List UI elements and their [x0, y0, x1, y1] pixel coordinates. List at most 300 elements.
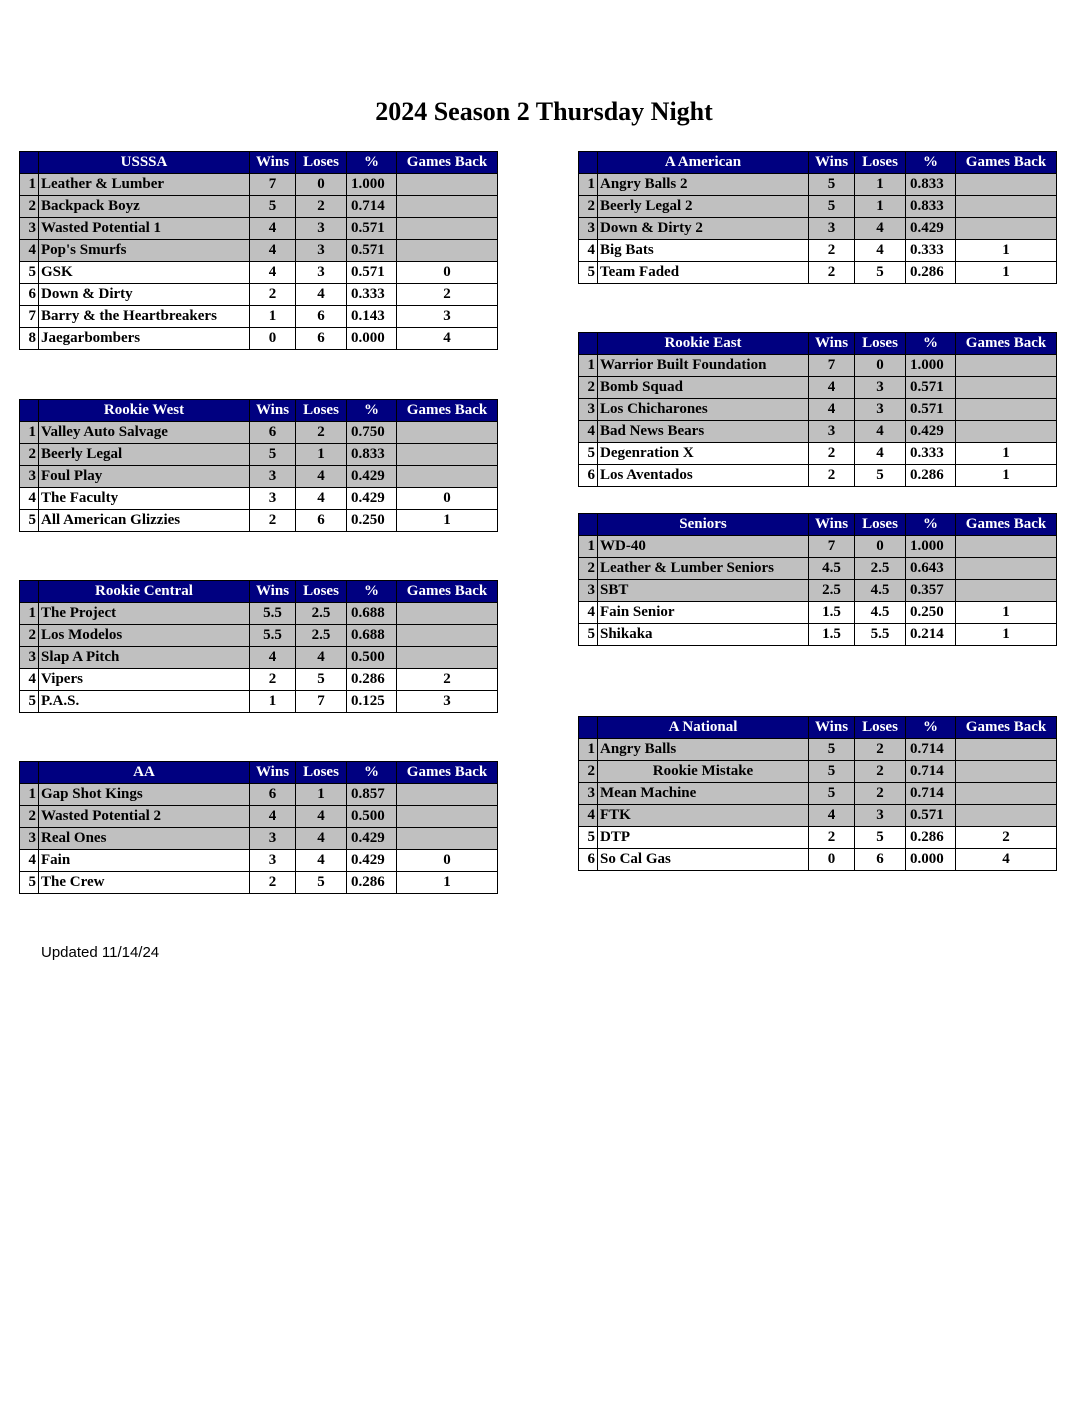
- pct-cell: 0.750: [347, 422, 397, 444]
- games-back-header: Games Back: [397, 581, 498, 603]
- wins-header: Wins: [250, 400, 296, 422]
- standings-row: [579, 761, 1057, 783]
- rank-cell: 1: [20, 422, 39, 444]
- pct-cell: 0.688: [347, 625, 397, 647]
- pct-cell: 0.500: [347, 647, 397, 669]
- games-back-cell: [956, 761, 1057, 783]
- team-name: Angry Balls 2: [598, 174, 809, 196]
- rank-cell: 1: [20, 603, 39, 625]
- wins-cell: 5.5: [250, 603, 296, 625]
- standings-row: [579, 783, 1057, 805]
- rank-header: [20, 581, 39, 603]
- rank-header: [20, 400, 39, 422]
- loses-header: Loses: [296, 152, 347, 174]
- games-back-header: Games Back: [956, 514, 1057, 536]
- pct-header: %: [347, 762, 397, 784]
- rank-cell: 5: [20, 872, 39, 894]
- loses-cell: 3: [855, 805, 906, 827]
- loses-cell: 4: [296, 466, 347, 488]
- standings-row: [20, 510, 498, 532]
- games-back-cell: 4: [397, 328, 498, 350]
- pct-header: %: [906, 333, 956, 355]
- pct-cell: 0.429: [347, 828, 397, 850]
- wins-cell: 4: [250, 218, 296, 240]
- division-name: USSSA: [39, 152, 250, 174]
- loses-cell: 6: [296, 328, 347, 350]
- team-name: Slap A Pitch: [39, 647, 250, 669]
- pct-cell: 0.571: [347, 240, 397, 262]
- pct-cell: 0.571: [906, 399, 956, 421]
- wins-cell: 2: [809, 827, 855, 849]
- division-header-row: [20, 581, 498, 603]
- games-back-cell: 2: [397, 669, 498, 691]
- division-table-rookie-west: [19, 399, 498, 532]
- games-back-cell: [956, 739, 1057, 761]
- standings-row: [579, 580, 1057, 602]
- division-table-seniors: [578, 513, 1057, 646]
- pct-cell: 0.143: [347, 306, 397, 328]
- pct-cell: 0.333: [906, 240, 956, 262]
- division-table-rookie-east: [578, 332, 1057, 487]
- wins-header: Wins: [809, 152, 855, 174]
- games-back-cell: 1: [397, 872, 498, 894]
- rank-cell: 4: [20, 240, 39, 262]
- pct-cell: 0.286: [347, 669, 397, 691]
- rank-header: [579, 514, 598, 536]
- team-name: Team Faded: [598, 262, 809, 284]
- wins-cell: 2.5: [809, 580, 855, 602]
- division-table-a-national: [578, 716, 1057, 871]
- games-back-cell: [956, 174, 1057, 196]
- wins-cell: 3: [250, 466, 296, 488]
- team-name: All American Glizzies: [39, 510, 250, 532]
- loses-cell: 5: [855, 262, 906, 284]
- games-back-cell: [956, 580, 1057, 602]
- loses-cell: 6: [296, 306, 347, 328]
- pct-cell: 0.833: [347, 444, 397, 466]
- pct-cell: 0.286: [906, 827, 956, 849]
- games-back-cell: [956, 377, 1057, 399]
- wins-header: Wins: [809, 717, 855, 739]
- games-back-cell: 1: [956, 624, 1057, 646]
- wins-cell: 3: [250, 828, 296, 850]
- rank-cell: 3: [20, 466, 39, 488]
- wins-cell: 5: [809, 174, 855, 196]
- loses-header: Loses: [855, 514, 906, 536]
- games-back-cell: [397, 806, 498, 828]
- rank-cell: 2: [579, 761, 598, 783]
- games-back-cell: 1: [956, 602, 1057, 624]
- pct-header: %: [347, 581, 397, 603]
- games-back-cell: [397, 218, 498, 240]
- rank-cell: 3: [579, 399, 598, 421]
- pct-cell: 0.333: [347, 284, 397, 306]
- standings-row: [579, 805, 1057, 827]
- standings-row: [579, 399, 1057, 421]
- games-back-cell: [397, 196, 498, 218]
- team-name: Warrior Built Foundation: [598, 355, 809, 377]
- updated-date: Updated 11/14/24: [41, 944, 160, 961]
- rank-header: [20, 152, 39, 174]
- rank-cell: 2: [579, 558, 598, 580]
- pct-cell: 0.000: [347, 328, 397, 350]
- pct-cell: 0.333: [906, 443, 956, 465]
- rank-cell: 3: [20, 218, 39, 240]
- pct-cell: 0.857: [347, 784, 397, 806]
- wins-cell: 6: [250, 422, 296, 444]
- standings-row: [20, 828, 498, 850]
- games-back-cell: [956, 805, 1057, 827]
- pct-header: %: [906, 717, 956, 739]
- wins-cell: 3: [250, 488, 296, 510]
- team-name: Los Aventados: [598, 465, 809, 487]
- team-name: Bomb Squad: [598, 377, 809, 399]
- wins-cell: 2: [250, 872, 296, 894]
- games-back-cell: 2: [397, 284, 498, 306]
- loses-cell: 2.5: [296, 603, 347, 625]
- standings-row: [20, 488, 498, 510]
- rank-cell: 2: [20, 444, 39, 466]
- standings-row: [579, 377, 1057, 399]
- wins-cell: 1: [250, 306, 296, 328]
- standings-row: [579, 196, 1057, 218]
- games-back-cell: [956, 783, 1057, 805]
- pct-cell: 0.429: [906, 218, 956, 240]
- wins-cell: 5: [250, 196, 296, 218]
- team-name: Barry & the Heartbreakers: [39, 306, 250, 328]
- wins-header: Wins: [250, 152, 296, 174]
- wins-cell: 1.5: [809, 624, 855, 646]
- team-name: Down & Dirty 2: [598, 218, 809, 240]
- rank-cell: 6: [579, 849, 598, 871]
- division-name: A National: [598, 717, 809, 739]
- loses-cell: 2: [296, 422, 347, 444]
- pct-cell: 0.714: [906, 739, 956, 761]
- games-back-cell: [956, 218, 1057, 240]
- wins-cell: 2: [809, 240, 855, 262]
- team-name: Fain Senior: [598, 602, 809, 624]
- loses-cell: 4: [296, 850, 347, 872]
- rank-cell: 4: [20, 850, 39, 872]
- wins-cell: 6: [250, 784, 296, 806]
- division-name: Rookie East: [598, 333, 809, 355]
- rank-cell: 1: [579, 174, 598, 196]
- wins-cell: 4: [809, 377, 855, 399]
- pct-cell: 0.500: [347, 806, 397, 828]
- team-name: Shikaka: [598, 624, 809, 646]
- standings-row: [20, 647, 498, 669]
- loses-cell: 2.5: [855, 558, 906, 580]
- team-name: Rookie Mistake: [598, 761, 809, 783]
- rank-cell: 4: [20, 669, 39, 691]
- loses-cell: 4: [855, 421, 906, 443]
- loses-cell: 0: [855, 536, 906, 558]
- standings-row: [579, 739, 1057, 761]
- loses-cell: 2: [855, 739, 906, 761]
- wins-cell: 4: [809, 805, 855, 827]
- loses-header: Loses: [296, 581, 347, 603]
- team-name: GSK: [39, 262, 250, 284]
- games-back-cell: 1: [956, 443, 1057, 465]
- wins-cell: 5: [250, 444, 296, 466]
- pct-cell: 1.000: [906, 355, 956, 377]
- standings-row: [579, 262, 1057, 284]
- team-name: Los Chicharones: [598, 399, 809, 421]
- division-name: A American: [598, 152, 809, 174]
- standings-row: [579, 443, 1057, 465]
- rank-cell: 1: [579, 536, 598, 558]
- wins-cell: 5: [809, 783, 855, 805]
- team-name: Degenration X: [598, 443, 809, 465]
- games-back-cell: [956, 558, 1057, 580]
- pct-header: %: [906, 514, 956, 536]
- games-back-cell: [956, 399, 1057, 421]
- wins-cell: 3: [809, 421, 855, 443]
- team-name: Leather & Lumber: [39, 174, 250, 196]
- team-name: The Faculty: [39, 488, 250, 510]
- loses-cell: 4: [855, 443, 906, 465]
- wins-cell: 5: [809, 739, 855, 761]
- pct-cell: 0.714: [347, 196, 397, 218]
- games-back-cell: 0: [397, 850, 498, 872]
- rank-cell: 5: [579, 827, 598, 849]
- games-back-cell: 0: [397, 262, 498, 284]
- pct-cell: 0.571: [906, 805, 956, 827]
- games-back-cell: 3: [397, 691, 498, 713]
- division-header-row: [579, 333, 1057, 355]
- games-back-header: Games Back: [397, 762, 498, 784]
- games-back-cell: 3: [397, 306, 498, 328]
- rank-cell: 5: [579, 624, 598, 646]
- loses-cell: 2.5: [296, 625, 347, 647]
- pct-cell: 0.429: [347, 466, 397, 488]
- games-back-cell: [397, 444, 498, 466]
- games-back-cell: [397, 828, 498, 850]
- pct-cell: 0.714: [906, 761, 956, 783]
- rank-cell: 2: [20, 806, 39, 828]
- wins-cell: 4: [809, 399, 855, 421]
- pct-cell: 0.429: [906, 421, 956, 443]
- team-name: Big Bats: [598, 240, 809, 262]
- wins-header: Wins: [809, 333, 855, 355]
- wins-cell: 4: [250, 647, 296, 669]
- team-name: Backpack Boyz: [39, 196, 250, 218]
- games-back-cell: 1: [956, 240, 1057, 262]
- wins-cell: 4: [250, 240, 296, 262]
- standings-row: [20, 691, 498, 713]
- games-back-cell: 2: [956, 827, 1057, 849]
- games-back-header: Games Back: [956, 333, 1057, 355]
- pct-cell: 0.571: [347, 262, 397, 284]
- team-name: Leather & Lumber Seniors: [598, 558, 809, 580]
- standings-row: [20, 806, 498, 828]
- loses-cell: 5: [855, 827, 906, 849]
- standings-row: [20, 174, 498, 196]
- pct-cell: 0.571: [906, 377, 956, 399]
- loses-header: Loses: [855, 333, 906, 355]
- loses-cell: 1: [855, 196, 906, 218]
- standings-row: [20, 196, 498, 218]
- loses-cell: 3: [296, 218, 347, 240]
- wins-cell: 2: [809, 262, 855, 284]
- division-name: Rookie West: [39, 400, 250, 422]
- division-header-row: [20, 762, 498, 784]
- standings-row: [579, 421, 1057, 443]
- rank-cell: 2: [579, 377, 598, 399]
- standings-row: [579, 536, 1057, 558]
- standings-row: [20, 625, 498, 647]
- team-name: Valley Auto Salvage: [39, 422, 250, 444]
- pct-cell: 0.833: [906, 196, 956, 218]
- loses-cell: 5: [296, 669, 347, 691]
- standings-row: [20, 603, 498, 625]
- loses-cell: 2: [296, 196, 347, 218]
- pct-header: %: [347, 152, 397, 174]
- wins-cell: 7: [809, 536, 855, 558]
- rank-cell: 2: [579, 196, 598, 218]
- rank-cell: 3: [579, 783, 598, 805]
- wins-header: Wins: [809, 514, 855, 536]
- rank-cell: 7: [20, 306, 39, 328]
- pct-cell: 0.214: [906, 624, 956, 646]
- wins-cell: 4: [250, 806, 296, 828]
- rank-cell: 1: [20, 784, 39, 806]
- games-back-cell: [397, 625, 498, 647]
- team-name: FTK: [598, 805, 809, 827]
- games-back-cell: [397, 174, 498, 196]
- standings-row: [20, 872, 498, 894]
- wins-cell: 7: [809, 355, 855, 377]
- pct-cell: 0.571: [347, 218, 397, 240]
- standings-row: [20, 218, 498, 240]
- games-back-cell: [397, 784, 498, 806]
- pct-cell: 0.688: [347, 603, 397, 625]
- loses-cell: 0: [296, 174, 347, 196]
- loses-cell: 4: [296, 828, 347, 850]
- division-name: AA: [39, 762, 250, 784]
- loses-cell: 2: [855, 783, 906, 805]
- wins-cell: 2: [250, 284, 296, 306]
- team-name: SBT: [598, 580, 809, 602]
- wins-cell: 5: [809, 761, 855, 783]
- standings-row: [20, 240, 498, 262]
- loses-header: Loses: [296, 400, 347, 422]
- wins-cell: 4: [250, 262, 296, 284]
- rank-cell: 5: [20, 262, 39, 284]
- team-name: Angry Balls: [598, 739, 809, 761]
- team-name: Wasted Potential 1: [39, 218, 250, 240]
- rank-cell: 1: [20, 174, 39, 196]
- rank-cell: 3: [579, 580, 598, 602]
- rank-cell: 4: [579, 421, 598, 443]
- rank-cell: 5: [20, 510, 39, 532]
- team-name: Los Modelos: [39, 625, 250, 647]
- loses-cell: 3: [296, 262, 347, 284]
- pct-cell: 0.286: [347, 872, 397, 894]
- division-header-row: [579, 717, 1057, 739]
- pct-cell: 0.286: [906, 262, 956, 284]
- pct-cell: 0.000: [906, 849, 956, 871]
- standings-row: [20, 306, 498, 328]
- rank-cell: 3: [579, 218, 598, 240]
- rank-cell: 3: [20, 828, 39, 850]
- games-back-cell: 1: [956, 465, 1057, 487]
- games-back-cell: 0: [397, 488, 498, 510]
- pct-cell: 0.429: [347, 488, 397, 510]
- team-name: Foul Play: [39, 466, 250, 488]
- wins-header: Wins: [250, 581, 296, 603]
- wins-cell: 3: [250, 850, 296, 872]
- pct-cell: 0.833: [906, 174, 956, 196]
- loses-cell: 3: [855, 377, 906, 399]
- standings-row: [20, 466, 498, 488]
- pct-cell: 0.643: [906, 558, 956, 580]
- rank-cell: 5: [579, 262, 598, 284]
- rank-cell: 1: [579, 739, 598, 761]
- division-table-a-american: [578, 151, 1057, 284]
- wins-cell: 7: [250, 174, 296, 196]
- rank-header: [579, 333, 598, 355]
- rank-cell: 4: [579, 805, 598, 827]
- wins-cell: 2: [250, 510, 296, 532]
- rank-header: [579, 717, 598, 739]
- standings-row: [579, 827, 1057, 849]
- games-back-header: Games Back: [956, 152, 1057, 174]
- standings-row: [20, 444, 498, 466]
- standings-row: [20, 422, 498, 444]
- team-name: The Crew: [39, 872, 250, 894]
- wins-cell: 0: [809, 849, 855, 871]
- team-name: Gap Shot Kings: [39, 784, 250, 806]
- rank-cell: 6: [20, 284, 39, 306]
- rank-cell: 5: [20, 691, 39, 713]
- team-name: Jaegarbombers: [39, 328, 250, 350]
- wins-cell: 1: [250, 691, 296, 713]
- rank-cell: 4: [20, 488, 39, 510]
- wins-cell: 2: [809, 443, 855, 465]
- games-back-cell: [956, 196, 1057, 218]
- pct-header: %: [347, 400, 397, 422]
- team-name: DTP: [598, 827, 809, 849]
- pct-cell: 1.000: [906, 536, 956, 558]
- standings-row: [579, 849, 1057, 871]
- pct-cell: 0.286: [906, 465, 956, 487]
- loses-cell: 3: [296, 240, 347, 262]
- loses-header: Loses: [855, 152, 906, 174]
- standings-row: [579, 240, 1057, 262]
- standings-row: [20, 784, 498, 806]
- rank-header: [20, 762, 39, 784]
- team-name: Bad News Bears: [598, 421, 809, 443]
- team-name: Fain: [39, 850, 250, 872]
- pct-cell: 0.250: [347, 510, 397, 532]
- loses-cell: 3: [855, 399, 906, 421]
- division-header-row: [20, 152, 498, 174]
- standings-row: [579, 174, 1057, 196]
- loses-cell: 1: [296, 444, 347, 466]
- wins-cell: 5: [809, 196, 855, 218]
- games-back-cell: [956, 536, 1057, 558]
- rank-cell: 8: [20, 328, 39, 350]
- division-table-rookie-central: [19, 580, 498, 713]
- standings-row: [20, 262, 498, 284]
- page-title: 2024 Season 2 Thursday Night: [375, 97, 713, 126]
- rank-cell: 2: [20, 196, 39, 218]
- division-header-row: [579, 152, 1057, 174]
- loses-cell: 4.5: [855, 602, 906, 624]
- division-table-aa: [19, 761, 498, 894]
- rank-header: [579, 152, 598, 174]
